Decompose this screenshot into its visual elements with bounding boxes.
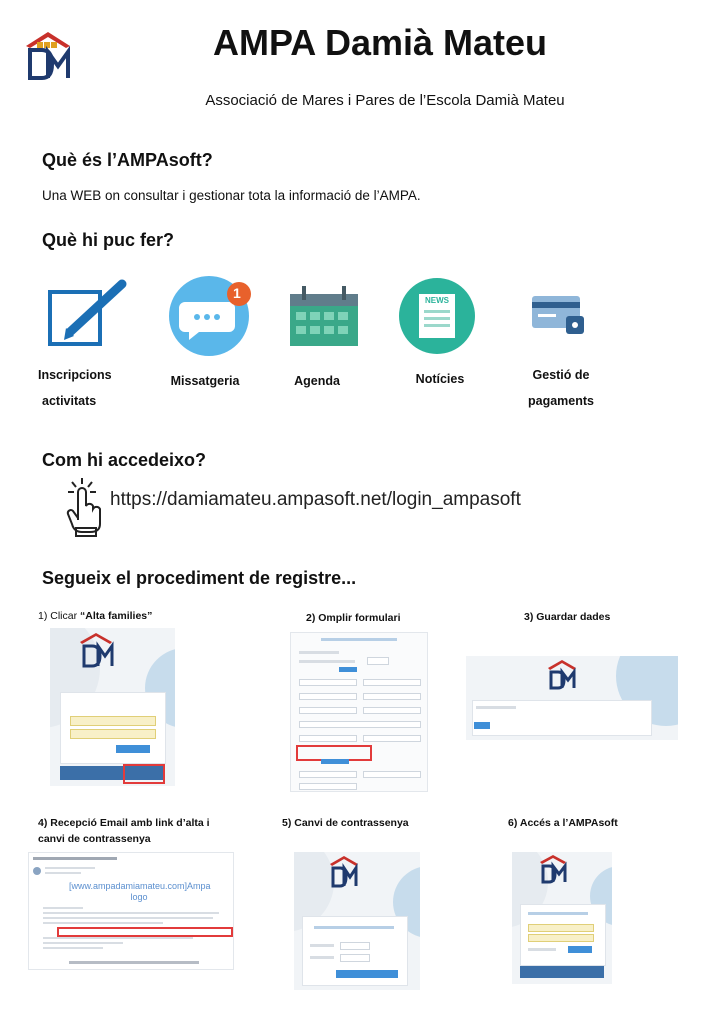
feature-pagaments-line2: pagaments bbox=[528, 394, 594, 408]
pencil-form-icon bbox=[42, 278, 134, 350]
step-6-screenshot bbox=[512, 852, 612, 984]
heading-what-can-do: Què hi puc fer? bbox=[42, 230, 175, 250]
step-1-label bbox=[38, 608, 152, 624]
step-4-screenshot bbox=[28, 852, 234, 970]
step-5-screenshot bbox=[294, 852, 420, 990]
pointer-hand-icon bbox=[66, 476, 106, 538]
step-5-label: 5) Canvi de contrassenya bbox=[282, 817, 409, 829]
news-icon bbox=[397, 276, 477, 356]
feature-label-noticies: Notícies bbox=[415, 372, 465, 386]
heading-access: Com hi accedeixo? bbox=[42, 450, 207, 470]
heading-register: Segueix el procediment de registre... bbox=[42, 568, 357, 588]
description-text: Una WEB on consultar i gestionar tota la informació de l’AMPA. bbox=[42, 188, 421, 203]
message-bubble-icon bbox=[165, 274, 257, 356]
news-label: NEWS bbox=[425, 296, 449, 305]
step-1-label-bold: “Alta families” bbox=[80, 610, 153, 622]
page-title: AMPA Damià Mateu bbox=[212, 22, 548, 63]
feature-pagaments-line1: Gestió de bbox=[532, 368, 590, 382]
feature-inscripcions-line2: activitats bbox=[42, 394, 97, 408]
step-2-label: 2) Omplir formulari bbox=[306, 612, 401, 624]
login-url-link[interactable]: https://damiamateu.ampasoft.net/login_ampasoft bbox=[110, 489, 521, 510]
feature-label-agenda: Agenda bbox=[294, 374, 340, 388]
page-subtitle: Associació de Mares i Pares de l’Escola Damià Mateu bbox=[205, 92, 565, 109]
step-4-label: 4) Recepció Email amb link d’alta i canvi de contrassenya bbox=[38, 817, 210, 845]
feature-label-missatgeria: Missatgeria bbox=[170, 374, 240, 388]
step-3-label: 3) Guardar dades bbox=[524, 611, 611, 623]
step-1-screenshot bbox=[50, 628, 175, 786]
feature-inscripcions-line1: Inscripcions bbox=[38, 368, 112, 382]
step-6-label: 6) Accés a l’AMPAsoft bbox=[508, 817, 618, 829]
credit-card-icon bbox=[530, 292, 588, 338]
dm-logo-icon bbox=[22, 28, 74, 86]
step-3-screenshot bbox=[466, 656, 678, 740]
step-1-label-prefix: 1) Clicar bbox=[38, 610, 81, 622]
email-logo-text: [www.ampadamiamateu.com]Ampa logo bbox=[69, 881, 211, 902]
feature-label-inscripcions bbox=[38, 362, 118, 414]
feature-label-pagaments bbox=[518, 362, 604, 414]
calendar-icon bbox=[288, 284, 360, 348]
message-badge: 1 bbox=[233, 285, 241, 301]
step-2-screenshot bbox=[290, 632, 428, 792]
heading-what-is: Què és l’AMPAsoft? bbox=[42, 150, 213, 170]
